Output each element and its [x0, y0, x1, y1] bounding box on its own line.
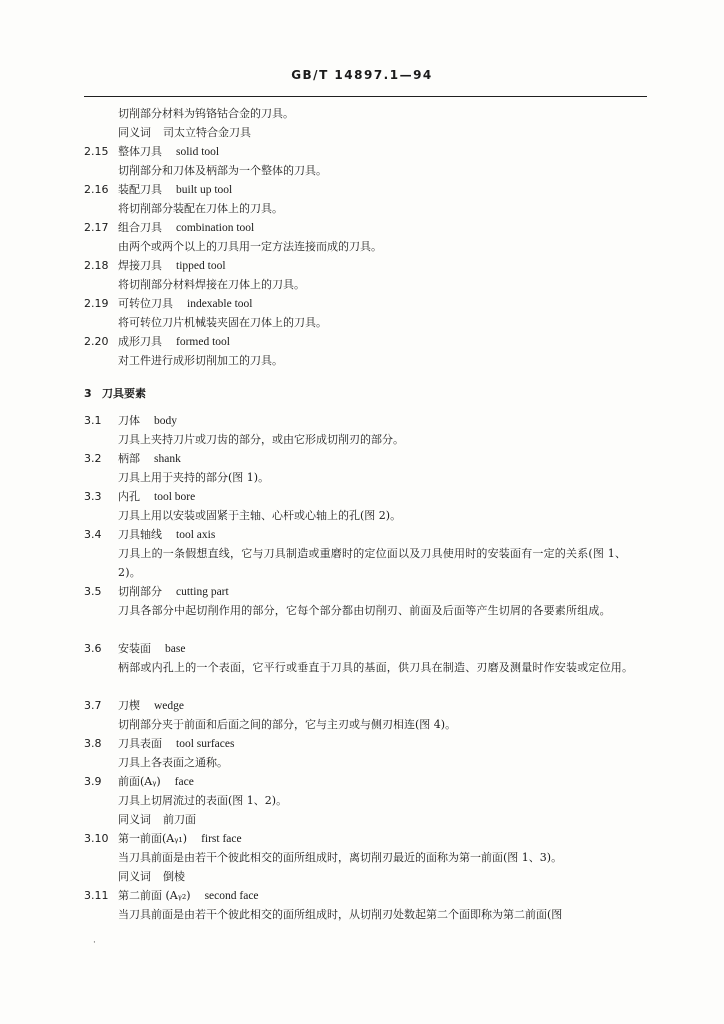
synonym-text [118, 867, 185, 886]
item-english: body [154, 415, 177, 427]
entry-english: formed tool [176, 336, 230, 348]
entry-desc [0, 275, 724, 294]
item-english: tool surfaces [176, 738, 235, 750]
entry-desc [0, 313, 724, 332]
item-term: 柄部 [118, 452, 140, 465]
item-term-line [118, 411, 177, 431]
item-number: 3.11 [84, 889, 109, 902]
section-number: 3 [84, 387, 92, 400]
entry-number: 2.17 [84, 221, 109, 234]
entry-desc [0, 161, 724, 180]
item-heading [0, 411, 724, 430]
synonym-text [118, 810, 196, 829]
document-body [0, 104, 724, 924]
entry-desc-text: 将切削部分材料焊接在刀体上的刀具。 [118, 278, 305, 291]
entry-term: 焊接刀具 [118, 259, 162, 272]
item-english: second face [204, 890, 259, 902]
entry-english: solid tool [176, 146, 220, 158]
item-number: 3.1 [84, 414, 102, 427]
item-number: 3.9 [84, 775, 102, 788]
entry-heading [0, 332, 724, 351]
item-heading [0, 734, 724, 753]
entry-term-line [118, 142, 219, 162]
item-heading [0, 449, 724, 468]
item-desc [0, 848, 724, 867]
item-term-line [118, 487, 195, 507]
item-term: 切削部分 [118, 585, 162, 598]
item-desc-text: 当刀具前面是由若干个彼此相交的面所组成时，离切削刃最近的面称为第一前面(图 1、3)。 [118, 851, 563, 864]
item-desc-text: 当刀具前面是由若干个彼此相交的面所组成时，从切削刃处数起第二个面即称为第二前面(图 [118, 908, 563, 921]
entry-desc-text: 对工件进行成形切削加工的刀具。 [118, 354, 283, 367]
entry-english: combination tool [176, 222, 255, 234]
section-heading [0, 384, 724, 403]
item-number: 3.6 [84, 642, 102, 655]
entry-term: 组合刀具 [118, 221, 162, 234]
synonym-label: 同义词 [118, 870, 151, 883]
item-heading [0, 582, 724, 601]
entry-desc-text: 切削部分材料为钨铬钴合金的刀具。 [118, 107, 294, 120]
entry-term-line [118, 180, 232, 200]
entry-desc [0, 351, 724, 370]
synonym-term: 倒棱 [163, 870, 185, 883]
entry-desc-text: 将切削部分装配在刀体上的刀具。 [118, 202, 283, 215]
item-english: base [165, 643, 186, 655]
item-term-line [118, 734, 234, 754]
entry-desc-text: 由两个或两个以上的刀具用一定方法连接而成的刀具。 [118, 240, 382, 253]
synonym-label: 同义词 [118, 126, 151, 139]
entry-number: 2.15 [84, 145, 109, 158]
item-desc-text: 刀具上用于夹持的部分(图 1)。 [118, 471, 270, 484]
item-term-line [118, 772, 194, 792]
item-desc [0, 506, 724, 525]
entry-heading [0, 256, 724, 275]
item-english: first face [201, 833, 242, 845]
entry-desc-text: 切削部分和刀体及柄部为一个整体的刀具。 [118, 164, 327, 177]
item-desc-text: 切削部分夹于前面和后面之间的部分，它与主刃或与侧刃相连(图 4)。 [118, 718, 457, 731]
item-term-line [118, 829, 242, 849]
entry-english: tipped tool [176, 260, 226, 272]
item-number: 3.3 [84, 490, 102, 503]
item-term: 刀楔 [118, 699, 140, 712]
item-desc [0, 430, 724, 449]
item-desc-text: 刀具上用以安装或固紧于主轴、心杆或心轴上的孔(图 2)。 [118, 509, 402, 522]
item-term: 第二前面 (Aᵧ₂) [118, 889, 191, 902]
item-number: 3.5 [84, 585, 102, 598]
item-desc-text: 刀具上夹持刀片或刀齿的部分，或由它形成切削刃的部分。 [118, 433, 404, 446]
item-desc-text: 柄部或内孔上的一个表面，它平行或垂直于刀具的基面，供刀具在制造、刃磨及测量时作安装或定位用。 [118, 661, 634, 674]
item-desc-text: 刀具各部分中起切削作用的部分，它每个部分都由切削刃、前面及后面等产生切屑的各要素所组成。 [118, 604, 611, 617]
item-english: tool axis [176, 529, 216, 541]
entry-number: 2.16 [84, 183, 109, 196]
item-heading [0, 696, 724, 715]
item-term: 第一前面(Aᵧ₁) [118, 832, 188, 845]
entry-synonym [0, 123, 724, 142]
entry-term: 装配刀具 [118, 183, 162, 196]
item-term: 刀体 [118, 414, 140, 427]
spacer [0, 370, 724, 384]
item-heading [0, 487, 724, 506]
entry-term-line [118, 294, 252, 314]
item-desc [0, 791, 724, 810]
item-term-line [118, 449, 181, 469]
entry-heading [0, 180, 724, 199]
page-mark: · [93, 938, 96, 948]
item-desc [0, 468, 724, 487]
item-term-line [118, 525, 215, 545]
entry-term: 可转位刀具 [118, 297, 173, 310]
entry-heading [0, 142, 724, 161]
item-synonym [0, 867, 724, 886]
synonym-term: 司太立特合金刀具 [163, 126, 251, 139]
item-number: 3.10 [84, 832, 109, 845]
entry-english: built up tool [176, 184, 233, 196]
item-term: 刀具表面 [118, 737, 162, 750]
standard-header: GB/T 14897.1—94 [291, 68, 433, 82]
item-term-line [118, 886, 259, 906]
item-number: 3.7 [84, 699, 102, 712]
item-desc-text: 刀具上切屑流过的表面(图 1、2)。 [118, 794, 288, 807]
entry-number: 2.18 [84, 259, 109, 272]
item-term-line [118, 639, 185, 659]
item-term: 内孔 [118, 490, 140, 503]
entry-heading [0, 218, 724, 237]
item-number: 3.4 [84, 528, 102, 541]
synonym-term: 前刀面 [163, 813, 196, 826]
section-title: 刀具要素 [102, 387, 146, 400]
entry-term: 整体刀具 [118, 145, 162, 158]
entry-term: 成形刀具 [118, 335, 162, 348]
item-english: cutting part [176, 586, 229, 598]
entry-desc [0, 199, 724, 218]
item-term-line [118, 696, 184, 716]
header-rule [84, 96, 647, 97]
entry-number: 2.19 [84, 297, 109, 310]
item-desc [0, 658, 724, 696]
entry-heading [0, 294, 724, 313]
item-desc-text: 刀具上各表面之通称。 [118, 756, 228, 769]
entry-term-line [118, 332, 230, 352]
entry-term-line [118, 218, 254, 238]
item-term: 安装面 [118, 642, 151, 655]
item-english: shank [154, 453, 181, 465]
entry-desc [0, 237, 724, 256]
synonym-text [118, 123, 251, 142]
item-synonym [0, 810, 724, 829]
entry-english: indexable tool [187, 298, 253, 310]
item-number: 3.8 [84, 737, 102, 750]
item-english: tool bore [154, 491, 196, 503]
item-english: wedge [154, 700, 185, 712]
spacer [0, 403, 724, 411]
item-desc [0, 601, 724, 639]
item-desc [0, 715, 724, 734]
item-heading [0, 639, 724, 658]
item-desc-text: 刀具上的一条假想直线，它与刀具制造或重磨时的定位面以及刀具使用时的安装面有一定的关系(图 1、2)。 [118, 547, 627, 579]
entry-desc [0, 104, 724, 123]
entry-term-line [118, 256, 226, 276]
entry-desc-text: 将可转位刀片机械装夹固在刀体上的刀具。 [118, 316, 327, 329]
item-heading [0, 772, 724, 791]
item-heading [0, 829, 724, 848]
item-number: 3.2 [84, 452, 102, 465]
item-desc [0, 544, 724, 582]
entry-number: 2.20 [84, 335, 109, 348]
synonym-label: 同义词 [118, 813, 151, 826]
item-term-line [118, 582, 229, 602]
item-term: 前面(Aᵧ) [118, 775, 161, 788]
item-english: face [174, 776, 194, 788]
item-heading [0, 886, 724, 905]
item-desc [0, 905, 724, 924]
item-desc [0, 753, 724, 772]
item-term: 刀具轴线 [118, 528, 162, 541]
item-heading [0, 525, 724, 544]
